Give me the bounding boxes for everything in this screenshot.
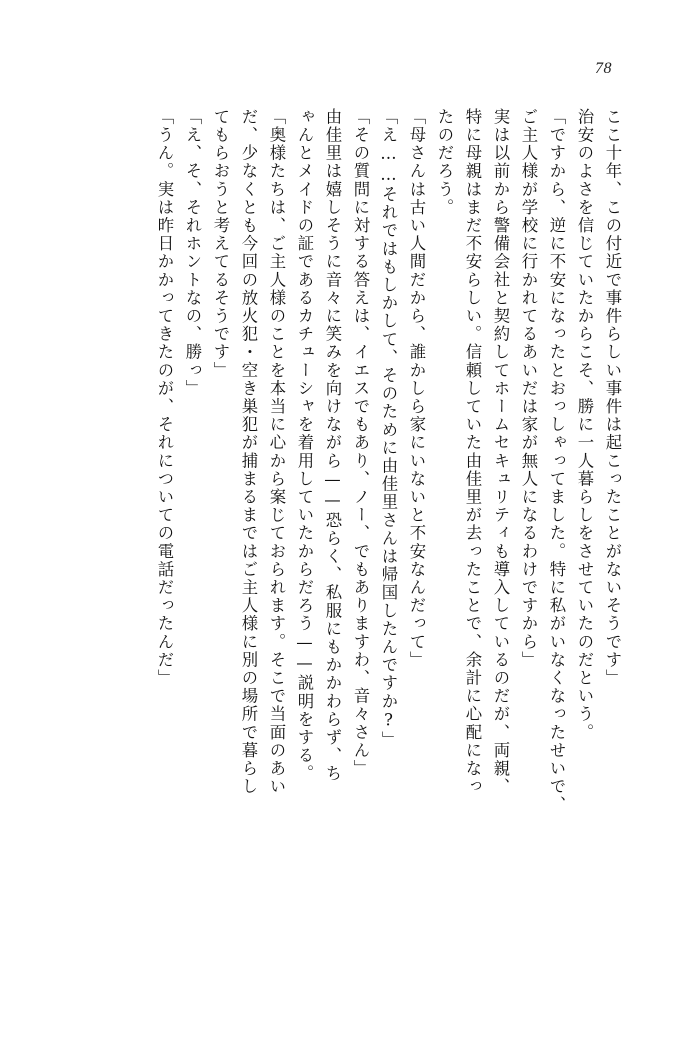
text-line: 由佳里は嬉しそうに音々に笑みを向けながら——恐らく、私服にもかかわらず、ち <box>323 108 342 783</box>
text-line: 実は以前から警備会社と契約してホームセキュリティも導入しているのだが、両親、 <box>491 108 510 796</box>
text-line: ゃんとメイドの証であるカチューシャを着用していたからだろう——説明をする。 <box>295 108 314 783</box>
text-line: 「母さんは古い人間だから、誰かしら家にいないと不安なんだって」 <box>407 108 426 670</box>
text-line: 「奥様たちは、ご主人様のことを本当に心から案じておられます。そこで当面のあい <box>267 108 286 796</box>
text-line: 「その質問に対する答えは、イエスでもあり、ノー、でもありますわ、音々さん」 <box>351 108 370 778</box>
text-line: てもらおうと考えてるそうです」 <box>211 108 230 380</box>
text-line: たのだろう。 <box>435 108 454 217</box>
text-line: 「え……それではもしかして、そのために由佳里さんは帰国したんですか?」 <box>379 108 398 750</box>
text-line: 「え、そ、それホントなの、勝っ」 <box>183 108 202 398</box>
text-line: 「うん。実は昨日かかってきたのが、それについての電話だったんだ」 <box>155 108 174 688</box>
page-number: 78 <box>595 60 612 77</box>
text-line: 治安のよさを信じていたからこそ、勝に一人暮らしをさせていたのだという。 <box>575 108 594 742</box>
text-line: だ、少なくとも今回の放火犯・空き巣犯が捕まるまではご主人様に別の場所で暮らし <box>239 108 258 796</box>
vertical-text-body <box>62 108 620 1008</box>
text-line: ご主人様が学校に行かれてるあいだは家が無人になるわけですから」 <box>519 108 538 670</box>
text-line: ここ十年、この付近で事件らしい事件は起こったことがないそうです」 <box>603 108 622 688</box>
text-line: 「ですから、逆に不安になったとおっしゃってました。特に私がいなくなったせいで、 <box>547 108 566 814</box>
text-line: 特に母親はまだ不安らしい。信頼していた由佳里が去ったことで、余計に心配になっ <box>463 108 482 796</box>
